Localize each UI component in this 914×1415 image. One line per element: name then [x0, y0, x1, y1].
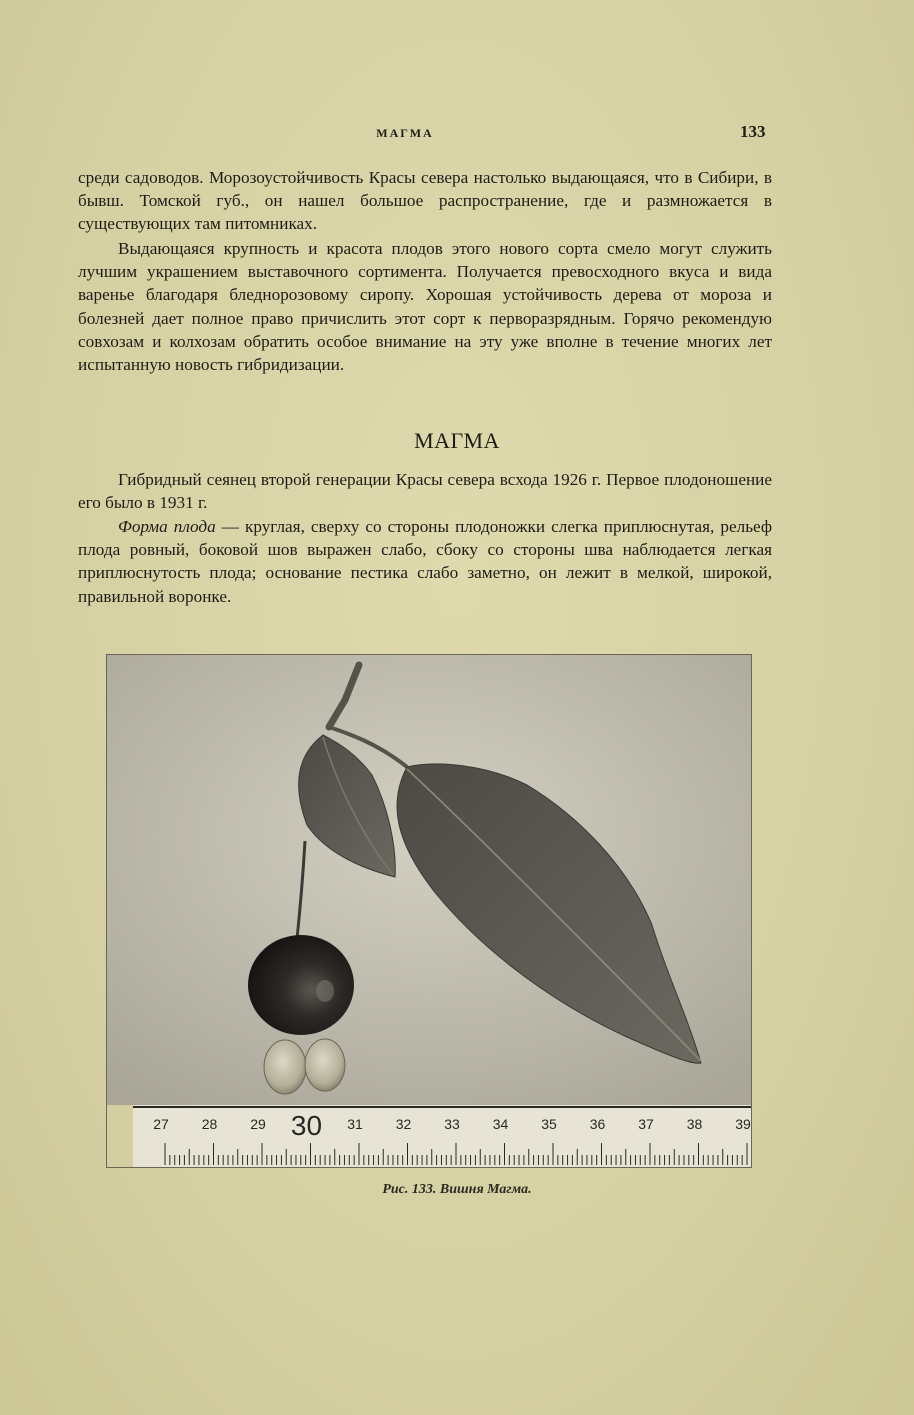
ruler-label: 28	[201, 1116, 218, 1132]
figure-caption: Рис. 133. Вишня Магма.	[382, 1182, 532, 1197]
ruler-label: 30	[290, 1110, 323, 1141]
ruler-label: 31	[347, 1116, 363, 1132]
page-number: 133	[740, 122, 766, 141]
fruit-form-label: Форма плода	[118, 517, 216, 536]
ruler-label: 32	[395, 1116, 412, 1132]
running-title: МАГМА	[376, 126, 434, 140]
cherry-photo	[107, 655, 751, 1167]
ruler-label: 38	[686, 1116, 703, 1132]
section-title: МАГМА	[414, 428, 500, 453]
ruler-label: 33	[444, 1116, 460, 1132]
paragraph-recommendation: Выдающаяся крупность и красота плодов этого нового сорта смело могут служить лучшим украшением выставочного сортимента. Получается превосходного вкуса и вида варенье благодаря бледнорозовому сиропу. Хорошая устойчивость дерева от мороза и болезней дает полное право причислить этот сорт к перворазрядным. Горячо рекомендую совхозам и колхозам обратить особое внимание на эту уже вполне в течение многих лет испытанную новость гибридизации.	[78, 239, 772, 375]
paragraph-origin: Гибридный сеянец второй генерации Красы севера всхода 1926 г. Первое плодоношение его было в 1931 г.	[78, 470, 772, 513]
ruler-label: 35	[541, 1116, 557, 1132]
paragraph-continued: среди садоводов. Морозоустойчивость Красы севера настолько выдающаяся, что в Сибири, в бывш. Томской губ., он нашел большое распространение, где и размножается в существующих там питомниках.	[78, 168, 772, 234]
cherry-photo-figure	[106, 654, 752, 1168]
fruit-form-text: — круглая, сверху со стороны плодоножки слегка приплюснутая, рельеф плода ровный, боковой шов выражен слабо, сбоку со стороны шва наблюдается легкая приплюснутость плода; основание пестика слабо заметно, он лежит в мелкой, широкой, правильной воронке.	[78, 517, 773, 606]
paragraph-fruit-form	[78, 515, 772, 608]
ruler-label: 34	[492, 1116, 509, 1132]
ruler-label: 29	[250, 1116, 266, 1132]
ruler-label: 39	[735, 1116, 751, 1132]
ruler-label: 27	[153, 1116, 169, 1132]
ruler-label: 36	[589, 1116, 606, 1132]
ruler-label: 37	[638, 1116, 654, 1132]
